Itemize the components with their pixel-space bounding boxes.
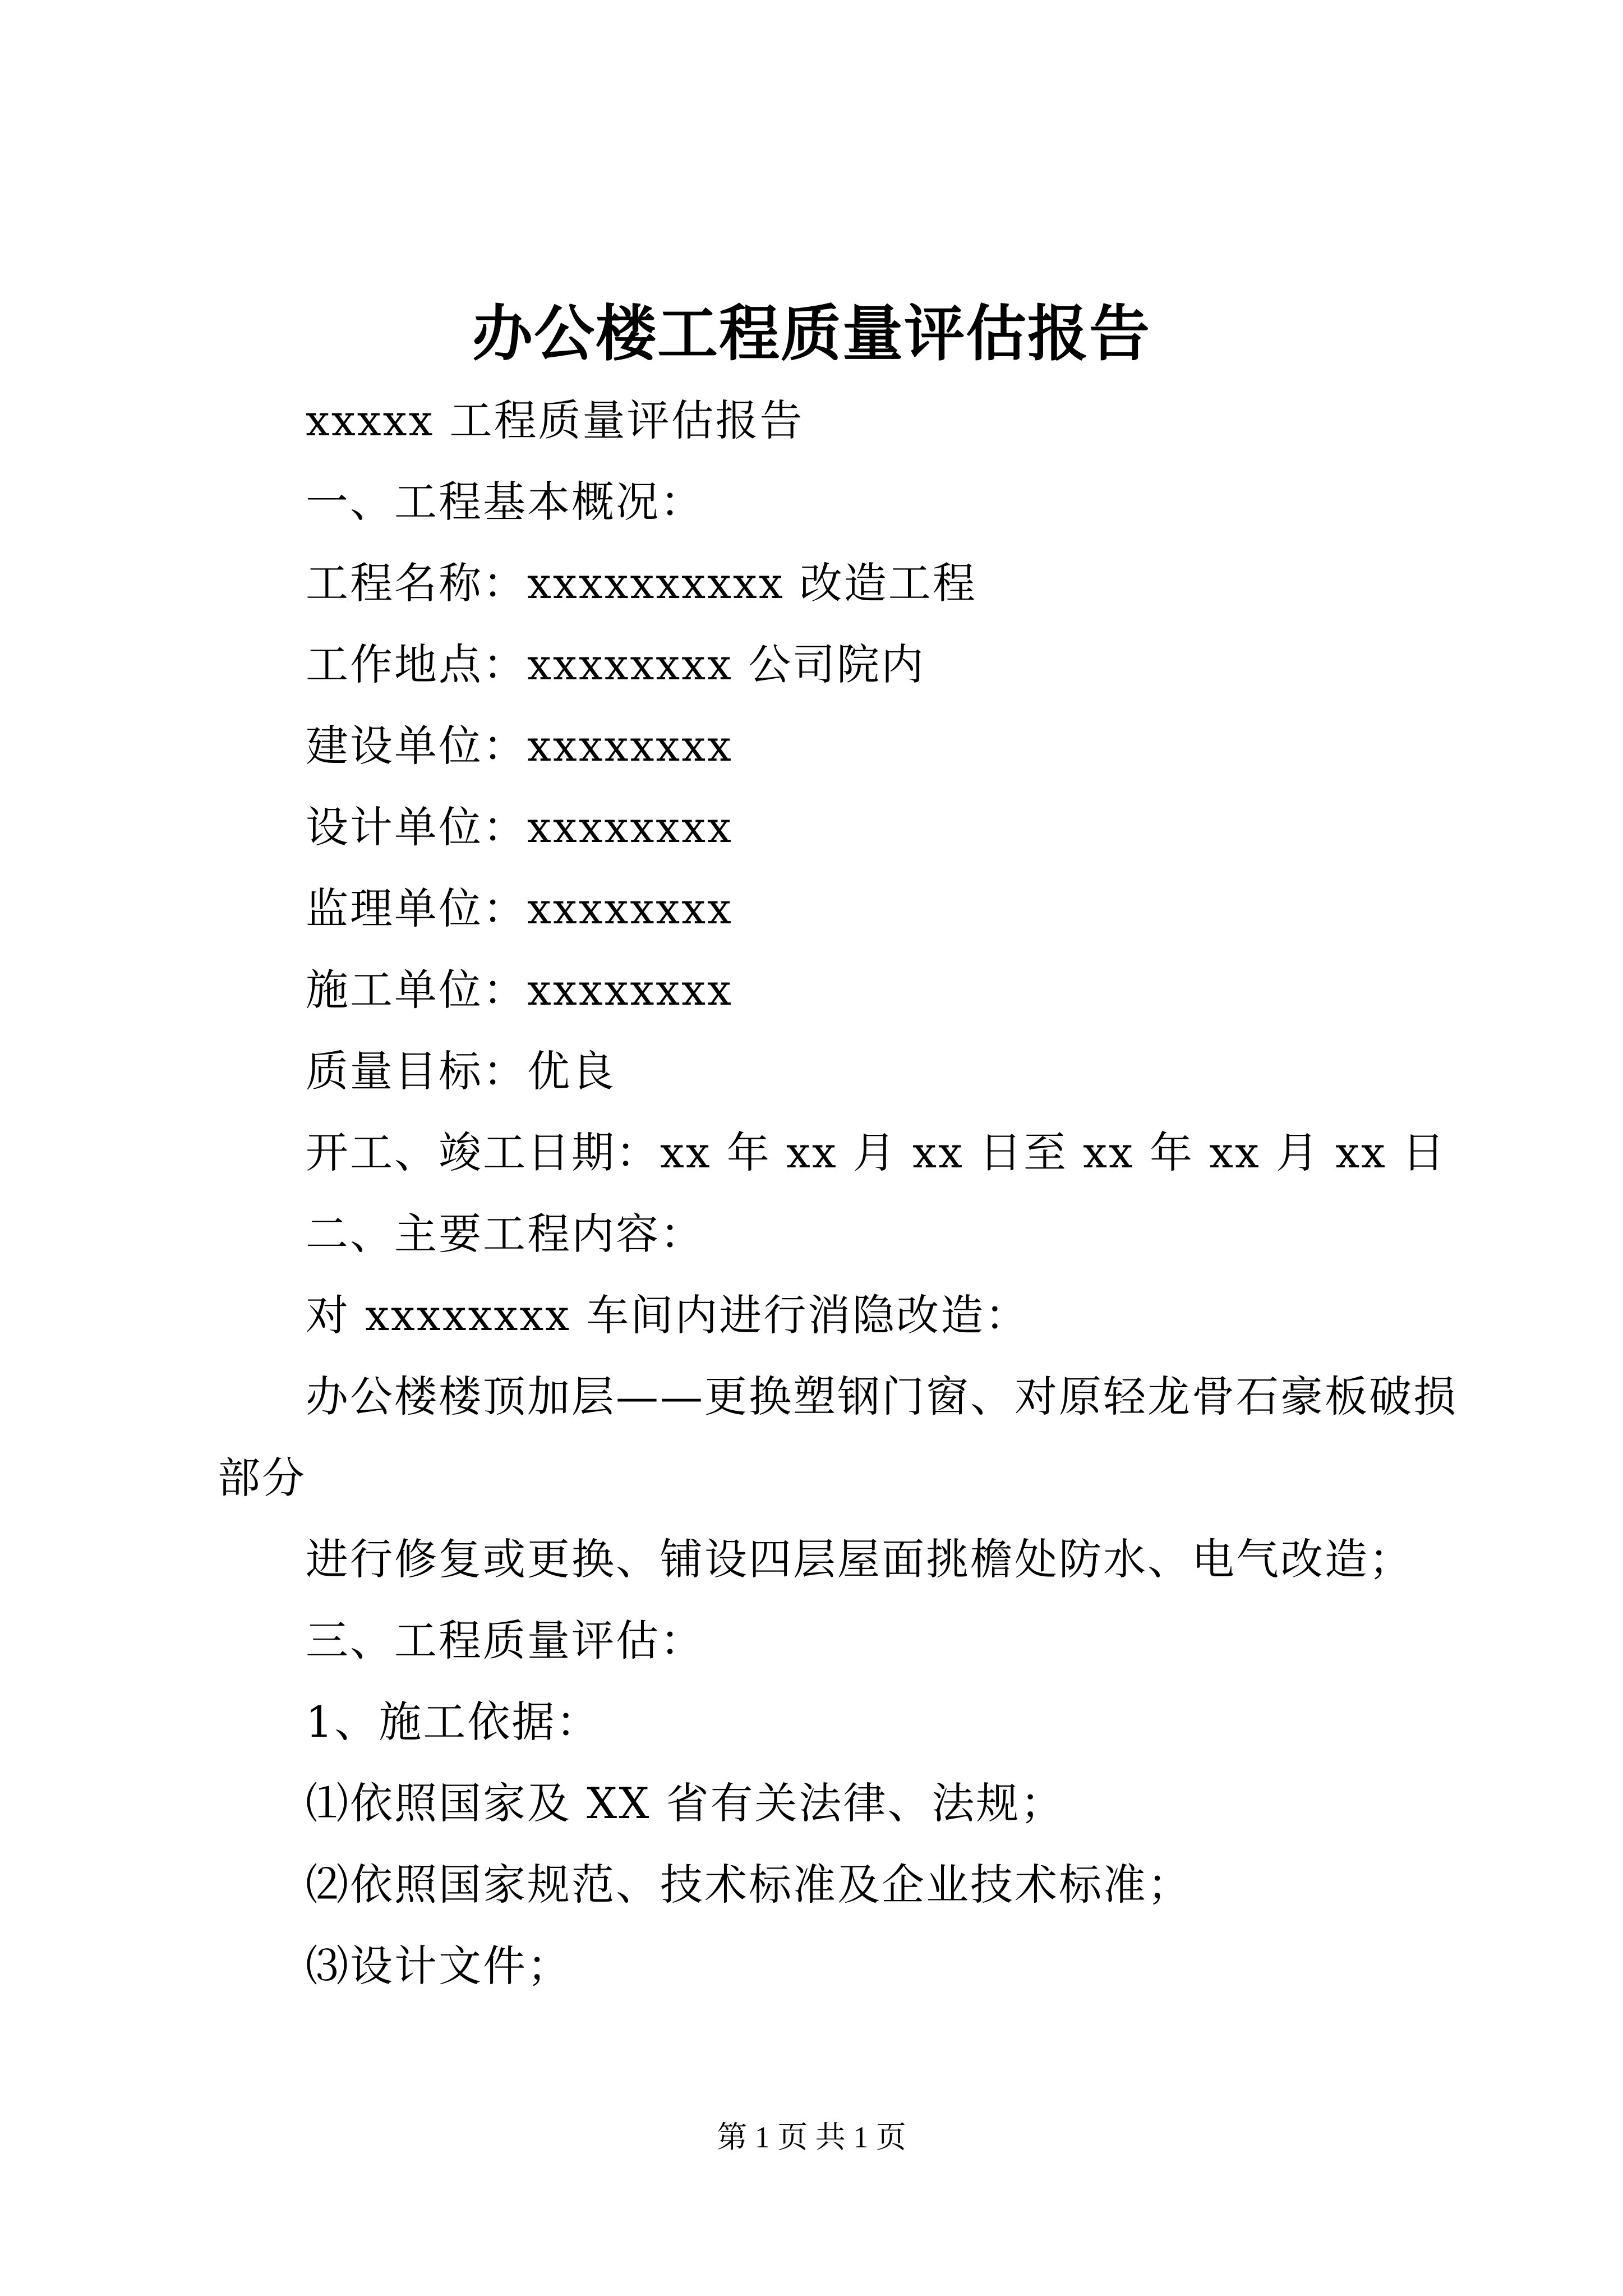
- content-line-continuation: 部分: [218, 1453, 306, 1503]
- construction-unit-line: 建设单位：xxxxxxxx: [306, 721, 733, 771]
- section-heading-quality: 三、工程质量评估：: [306, 1616, 704, 1665]
- section-heading-overview: 一、工程基本概况：: [306, 477, 704, 527]
- content-line: 进行修复或更换、铺设四层屋面挑檐处防水、电气改造；: [306, 1534, 1413, 1584]
- document-title: 办公楼工程质量评估报告: [472, 298, 1151, 369]
- page-number-footer: 第 1 页 共 1 页: [717, 2120, 906, 2154]
- basis-item: ⑴依照国家及 XX 省有关法律、法规；: [306, 1778, 1065, 1828]
- content-line: 办公楼楼顶加层——更换塑钢门窗、对原轻龙骨石豪板破损: [306, 1372, 1458, 1421]
- report-subtitle: xxxxx 工程质量评估报告: [306, 395, 804, 445]
- content-line: 对 xxxxxxxx 车间内进行消隐改造：: [306, 1290, 1030, 1340]
- basis-item: ⑵依照国家规范、技术标准及企业技术标准；: [306, 1860, 1192, 1910]
- quality-target-line: 质量目标：优良: [306, 1046, 616, 1096]
- subsection-heading-basis: 1、施工依据：: [306, 1697, 601, 1747]
- schedule-line: 开工、竣工日期：xx 年 xx 月 xx 日至 xx 年 xx 月 xx 日: [306, 1128, 1447, 1177]
- design-unit-line: 设计单位：xxxxxxxx: [306, 802, 733, 852]
- section-heading-content: 二、主要工程内容：: [306, 1209, 704, 1259]
- contractor-unit-line: 施工单位：xxxxxxxx: [306, 965, 733, 1015]
- basis-item: ⑶设计文件；: [306, 1941, 571, 1991]
- project-name-line: 工程名称：xxxxxxxxxx 改造工程: [306, 558, 977, 608]
- supervision-unit-line: 监理单位：xxxxxxxx: [306, 884, 733, 933]
- work-location-line: 工作地点：xxxxxxxx 公司院内: [306, 639, 926, 689]
